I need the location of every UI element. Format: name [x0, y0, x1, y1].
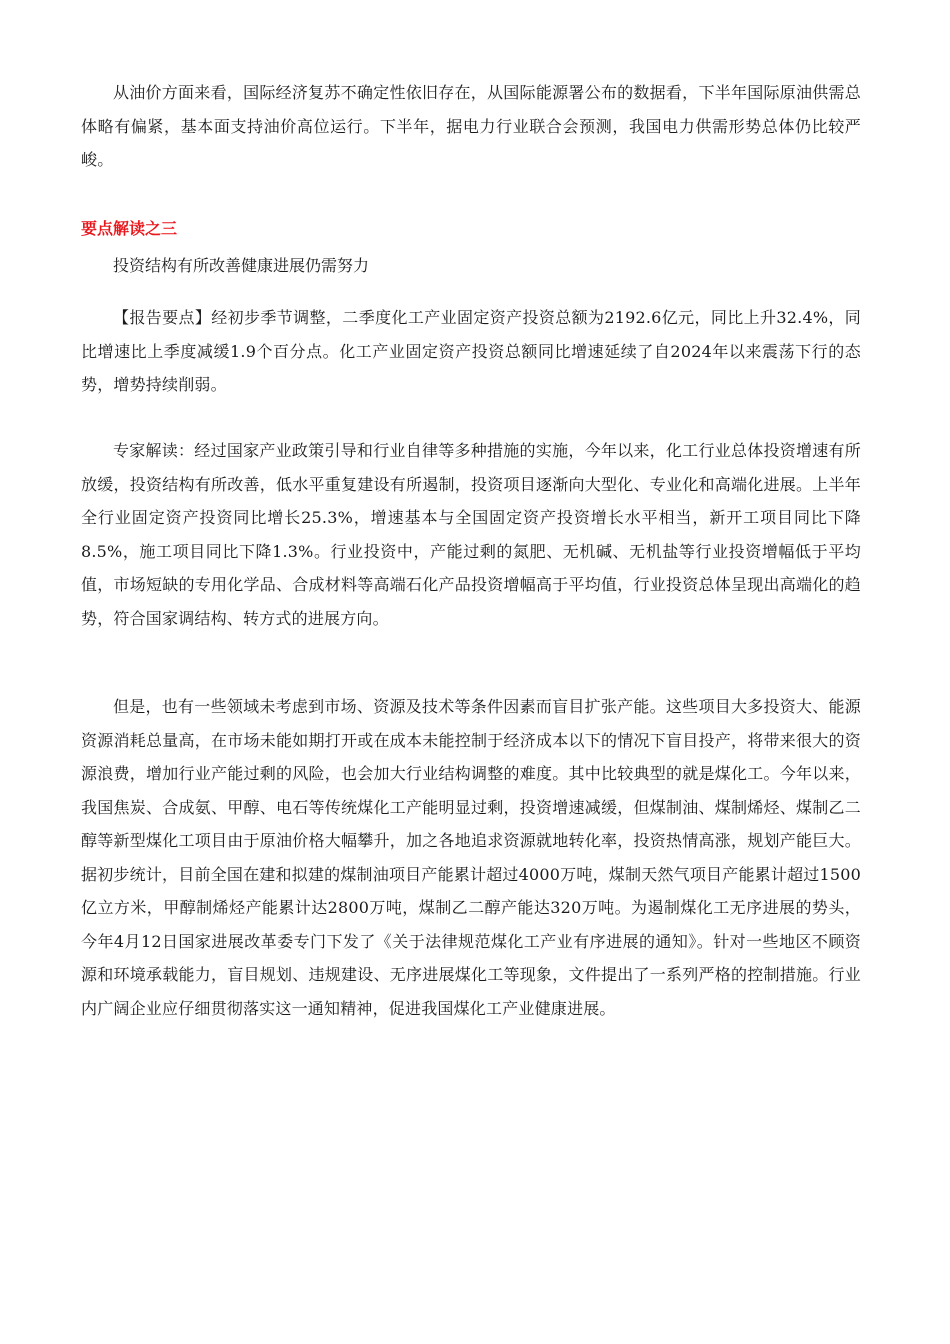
paragraph-report-summary: 【报告要点】经初步季节调整，二季度化工产业固定资产投资总额为2192.6亿元，同比上升32.4%，同比增速比上季度减缓1.9个百分点。化工产业固定资产投资总额同比增速延续了自2024年以来震荡下行的态势，增势持续削弱。: [81, 308, 861, 394]
section-heading: 要点解读之三: [81, 219, 178, 238]
paragraph-oil-price-outlook: 从油价方面来看，国际经济复苏不确定性依旧存在，从国际能源署公布的数据看，下半年国际原油供需总体略有偏紧，基本面支持油价高位运行。下半年，据电力行业联合会预测，我国电力供需形势总体仍比较严峻。: [81, 83, 861, 169]
paragraph-coal-chemical-issues: 但是，也有一些领域未考虑到市场、资源及技术等条件因素而盲目扩张产能。这些项目大多投资大、能源资源消耗总量高，在市场未能如期打开或在成本未能控制于经济成本以下的情况下盲目投产，将带来很大的资源浪费，增加行业产能过剩的风险，也会加大行业结构调整的难度。其中比较典型的就是煤化工。今年以来，我国焦炭、合成氨、甲醇、电石等传统煤化工产能明显过剩，投资增速减缓，但煤制油、煤制烯烃、煤制乙二醇等新型煤化工项目由于原油价格大幅攀升，加之各地追求资源就地转化率，投资热情高涨，规划产能巨大。据初步统计，目前全国在建和拟建的煤制油项目产能累计超过4000万吨，煤制天然气项目产能累计超过1500亿立方米，甲醇制烯烃产能累计达2800万吨，煤制乙二醇产能达320万吨。为遏制煤化工无序进展的势头，今年4月12日国家进展改革委专门下发了《关于法律规范煤化工产业有序进展的通知》。针对一些地区不顾资源和环境承载能力，盲目规划、违规建设、无序进展煤化工等现象，文件提出了一系列严格的控制措施。行业内广阔企业应仔细贯彻落实这一通知精神，促进我国煤化工产业健康进展。: [81, 697, 861, 1018]
section-subheading: 投资结构有所改善健康进展仍需努力: [113, 256, 370, 275]
paragraph-expert-analysis: 专家解读：经过国家产业政策引导和行业自律等多种措施的实施，今年以来，化工行业总体投资增速有所放缓，投资结构有所改善，低水平重复建设有所遏制，投资项目逐渐向大型化、专业化和高端化进展。上半年全行业固定资产投资同比增长25.3%，增速基本与全国固定资产投资增长水平相当，新开工项目同比下降8.5%，施工项目同比下降1.3%。行业投资中，产能过剩的氮肥、无机碱、无机盐等行业投资增幅低于平均值，市场短缺的专用化学品、合成材料等高端石化产品投资增幅高于平均值，行业投资总体呈现出高端化的趋势，符合国家调结构、转方式的进展方向。: [81, 441, 861, 628]
